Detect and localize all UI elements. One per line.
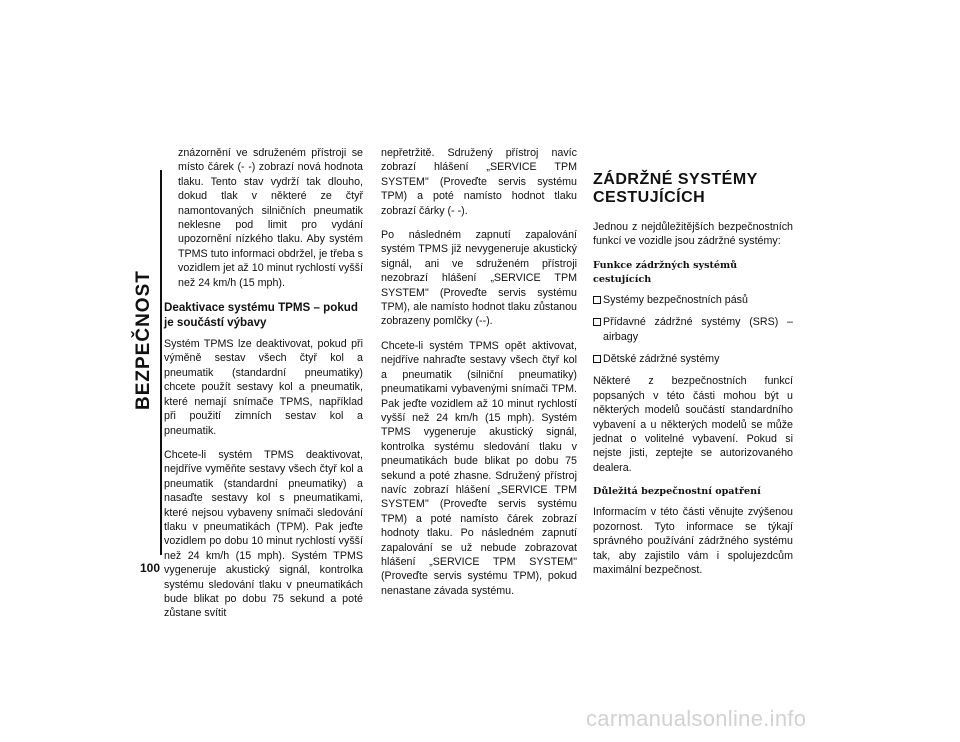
checkbox-square-icon	[593, 318, 601, 326]
subheading: Funkce zádržných systémů cestujících	[593, 259, 738, 285]
intro-paragraph: znázornění ve sdruženém přístroji se místo čárek (- -) zobrazí nová hodnota tlaku. Tento stav vydrží tak dlouho, dokud tlak v některé ze čtyř namontovaných silničních pneumatik neklesne pod limit pro vydání upozornění nízkého tlaku. Aby systém TPMS tuto informaci obdržel, je třeba s vozidlem jet až 10 minut rychlostí vyšší než 24 km/h (15 mph).	[178, 147, 363, 289]
list-item-text: Přídavné zádržné systémy (SRS) – airbagy	[603, 316, 793, 343]
page-number: 100	[140, 561, 161, 575]
checkbox-square-icon	[593, 296, 601, 304]
subheading: Důležitá bezpečnostní opatření	[593, 486, 761, 498]
section-heading: Deaktivace systému TPMS – pokud je součástí výbavy	[164, 301, 358, 330]
paragraph: nepřetržitě. Sdružený přístroj navíc zobrazí hlášení „SERVICE TPM SYSTEM" (Proveďte servis systému TPM) a poté namísto hodnot tlaku zobrazí čárky (- -).	[381, 147, 577, 217]
list-item	[593, 293, 793, 307]
checkbox-square-icon	[593, 355, 601, 363]
column-3	[593, 168, 793, 587]
sidebar-divider	[160, 170, 162, 555]
section-title: BEZPEČNOST	[133, 270, 154, 410]
watermark: carmanualsonline.info	[586, 706, 807, 731]
paragraph: Některé z bezpečnostních funkcí popsaných v této části mohou být u některých modelů součástí standardního vybavení a u některých modelů se může jednat o volitelné vybavení. Pokud si nejste jisti, zeptejte se autorizovaného dealera.	[593, 375, 793, 474]
paragraph: Chcete-li systém TPMS opět aktivovat, nejdříve nahraďte sestavy všech čtyř kol a pneumatik (silniční pneumatiky) pneumatikami vybavenými snímači TPM. Pak jeďte vozidlem až 10 minut rychlostí vyšší než 24 km/h (15 mph). Systém TPMS vygeneruje akustický signál, kontrolka systému sledování tlaku v pneumatikách bude blikat po dobu 75 sekund a poté zhasne. Sdružený přístroj navíc zobrazí hlášení „SERVICE TPM SYSTEM" (Proveďte servis systému TPM) a poté namísto čárek zobrazí hodnoty tlaku. Po následném zapnutí zapalování se už nebude zobrazovat hlášení „SERVICE TPM SYSTEM" (Proveďte servis systému TPM), pokud nenastane závada systému.	[381, 339, 577, 597]
list-item	[593, 352, 793, 366]
list-item	[593, 315, 793, 344]
list-item-text: Dětské zádržné systémy	[603, 353, 720, 366]
paragraph: Chcete-li systém TPMS deaktivovat, nejdříve vyměňte sestavy všech čtyř kol a pneumatik (standardní pneumatiky) a nasaďte sestavy kol s pneumatikami, které nejsou vybaveny snímači sledování tlaku v pneumatikách (TPM). Pak jeďte vozidlem po dobu 10 minut rychlostí vyšší než 24 km/h (15 mph). Systém TPMS vygeneruje akustický signál, kontrolka systému sledování tlaku v pneumatikách bude blikat po dobu 75 sekund a poté zůstane svítit	[164, 448, 363, 620]
list-item-text: Systémy bezpečnostních pásů	[603, 293, 748, 306]
paragraph: Systém TPMS lze deaktivovat, pokud při výměně sestav všech čtyř kol a pneumatik (standardní pneumatiky) chcete použít sestavy kol a pneumatik, které nemají snímače TPMS, například při použití zimních sestav kol a pneumatik.	[164, 338, 363, 437]
paragraph: Po následném zapnutí zapalování systém TPMS již nevygeneruje akustický signál, ani ve sdruženém přístroji nezobrazí hlášení „SERVICE TPM SYSTEM" (Proveďte servis systému TPM), ale namísto hodnot tlaku zůstanou zobrazeny pomlčky (--).	[381, 229, 577, 328]
column-1	[164, 146, 363, 631]
chapter-title: ZÁDRŽNÉ SYSTÉMY CESTUJÍCÍCH	[593, 171, 758, 206]
column-2	[381, 146, 577, 608]
paragraph: Informacím v této části věnujte zvýšenou pozornost. Tyto informace se týkají správného používání zádržného systému tak, aby zajistilo vám i spolujezdcům maximální bezpečnost.	[593, 506, 793, 576]
paragraph: Jednou z nejdůležitějších bezpečnostních funkcí ve vozidle jsou zádržné systémy:	[593, 221, 793, 248]
